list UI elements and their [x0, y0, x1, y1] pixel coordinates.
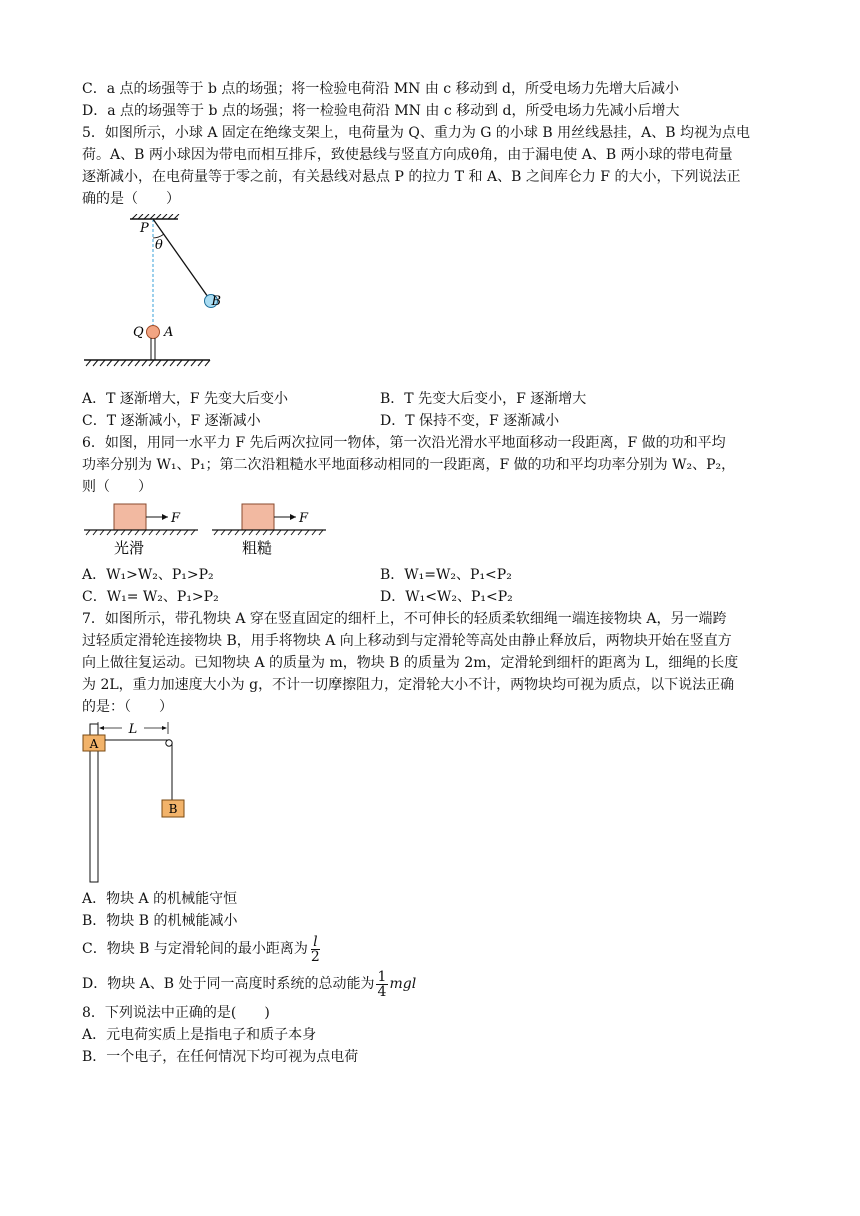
- q5-options-row-2: [82, 410, 782, 432]
- label-q: Q: [133, 325, 144, 340]
- pulley: [166, 740, 172, 746]
- thread-line: [153, 219, 208, 297]
- q7-stem-line-2: 过轻质定滑轮连接物块 B，用手将物块 A 向上移动到与定滑轮等高处由静止释放后，两物块开始在竖直方: [82, 633, 732, 649]
- q5-stem-line-1: 5．如图所示，小球 A 固定在绝缘支架上，电荷量为 Q、重力为 G 的小球 B 用丝线悬挂，A、B 均视为点电: [82, 125, 750, 141]
- q8-option-a: A．元电荷实质上是指电子和质子本身: [82, 1027, 317, 1043]
- label-smooth: 光滑: [114, 539, 145, 557]
- q7-option-d-fraction: [376, 970, 389, 999]
- label-a: A: [89, 737, 99, 751]
- q7-stem-line-4: 为 2L，重力加速度大小为 g，不计一切摩擦阻力，定滑轮大小不计，两物块均可视为质点，以下说法正确: [82, 677, 735, 693]
- q6-stem-line-2: 功率分别为 W₁、P₁；第二次沿粗糙水平地面移动相同的一段距离，F 做的功和平均功率分别为 W₂、P₂，: [82, 457, 736, 473]
- label-a: A: [164, 325, 174, 340]
- q8-option-b: B．一个电子，在任何情况下均可视为点电荷: [82, 1049, 359, 1065]
- q8-stem: 8．下列说法中正确的是( ): [82, 1005, 270, 1021]
- fraction-denominator: 2: [310, 948, 320, 965]
- label-b: B: [211, 294, 221, 309]
- arrow-f-smooth: [162, 514, 168, 520]
- q5-options-row-1: [82, 388, 782, 410]
- q7-option-c-fraction: [309, 935, 322, 964]
- label-rough: 粗糙: [242, 539, 273, 557]
- pendulum-diagram: [82, 214, 222, 384]
- exam-page: [82, 78, 782, 1068]
- fraction-numerator: 1: [377, 968, 387, 985]
- q6-option-d: D．W₁<W₂、P₁<P₂: [380, 589, 513, 605]
- q5-stem-line-2: 荷。A、B 两小球因为带电而相互排斥，致使悬线与竖直方向成θ角，由于漏电使 A、B 两小球的带电荷量: [82, 147, 733, 163]
- blocks-diagram: [82, 498, 342, 562]
- ball-a: [147, 326, 160, 339]
- q6-option-a: A．W₁>W₂、P₁>P₂: [82, 567, 214, 583]
- q5-stem-line-4: 确的是（ ）: [82, 191, 180, 207]
- q7-option-c-text: C．物块 B 与定滑轮间的最小距离为: [82, 941, 308, 957]
- q5-stem-line-3: 逐渐减小，在电荷量等于零之前，有关悬线对悬点 P 的拉力 T 和 A、B 之间库仑力 F 的大小，下列说法正: [82, 169, 741, 185]
- q5-figure: [82, 210, 782, 388]
- q7-figure: [82, 718, 782, 888]
- label-b: B: [168, 802, 178, 816]
- arrow-f-rough: [290, 514, 296, 520]
- q7-option-b: B．物块 B 的机械能减小: [82, 913, 238, 929]
- label-p: P: [140, 221, 149, 236]
- q7-option-d-text: D．物块 A、B 处于同一高度时系统的总动能为: [82, 976, 375, 992]
- q6-options-row-2: [82, 586, 782, 608]
- label-f-rough: F: [299, 511, 309, 526]
- fraction-denominator: 4: [377, 983, 387, 1000]
- floor-hatch: [86, 360, 210, 366]
- label-theta: θ: [155, 238, 163, 253]
- q6-stem-line-3: 则（ ）: [82, 479, 152, 495]
- q4-option-d: D．a 点的场强等于 b 点的场强；将一检验电荷沿 MN 由 c 移动到 d，所受电场力先减小后增大: [82, 103, 680, 119]
- q7-option-c: [82, 932, 782, 966]
- q7-stem-line-3: 向上做往复运动。已知物块 A 的质量为 m，物块 B 的质量为 2m，定滑轮到细杆的距离为 L，细绳的长度: [82, 655, 739, 671]
- q7-option-d-tail: mgl: [389, 976, 417, 992]
- q5-option-d: D．T 保持不变，F 逐渐减小: [380, 413, 560, 429]
- q6-stem-line-1: 6．如图，用同一水平力 F 先后两次拉同一物体，第一次沿光滑水平地面移动一段距离，F 做的功和平均: [82, 435, 726, 451]
- q4-option-c: C．a 点的场强等于 b 点的场强；将一检验电荷沿 MN 由 c 移动到 d，所受电场力先增大后减小: [82, 81, 680, 97]
- q5-option-c: C．T 逐渐减小，F 逐渐减小: [82, 413, 261, 429]
- label-f-smooth: F: [171, 511, 181, 526]
- q5-option-a: A．T 逐渐增大，F 先变大后变小: [82, 391, 289, 407]
- block-rough: [242, 504, 274, 530]
- label-l: L: [128, 722, 138, 737]
- q7-option-a: A．物块 A 的机械能守恒: [82, 891, 238, 907]
- q6-options-row-1: [82, 564, 782, 586]
- q6-option-c: C．W₁= W₂、P₁>P₂: [82, 589, 219, 605]
- q7-stem-line-1: 7．如图所示，带孔物块 A 穿在竖直固定的细杆上，不可伸长的轻质柔软细绳一端连接物块 A，另一端跨: [82, 611, 727, 627]
- fraction-numerator: l: [313, 933, 318, 950]
- q6-option-b: B．W₁=W₂、P₁<P₂: [380, 567, 512, 583]
- q5-option-b: B．T 先变大后变小，F 逐渐增大: [380, 391, 587, 407]
- q6-figure: [82, 498, 782, 564]
- q7-stem-line-5: 的是：（ ）: [82, 699, 173, 715]
- block-smooth: [114, 504, 146, 530]
- q7-option-d: [82, 966, 782, 1002]
- pulley-diagram: [82, 722, 202, 886]
